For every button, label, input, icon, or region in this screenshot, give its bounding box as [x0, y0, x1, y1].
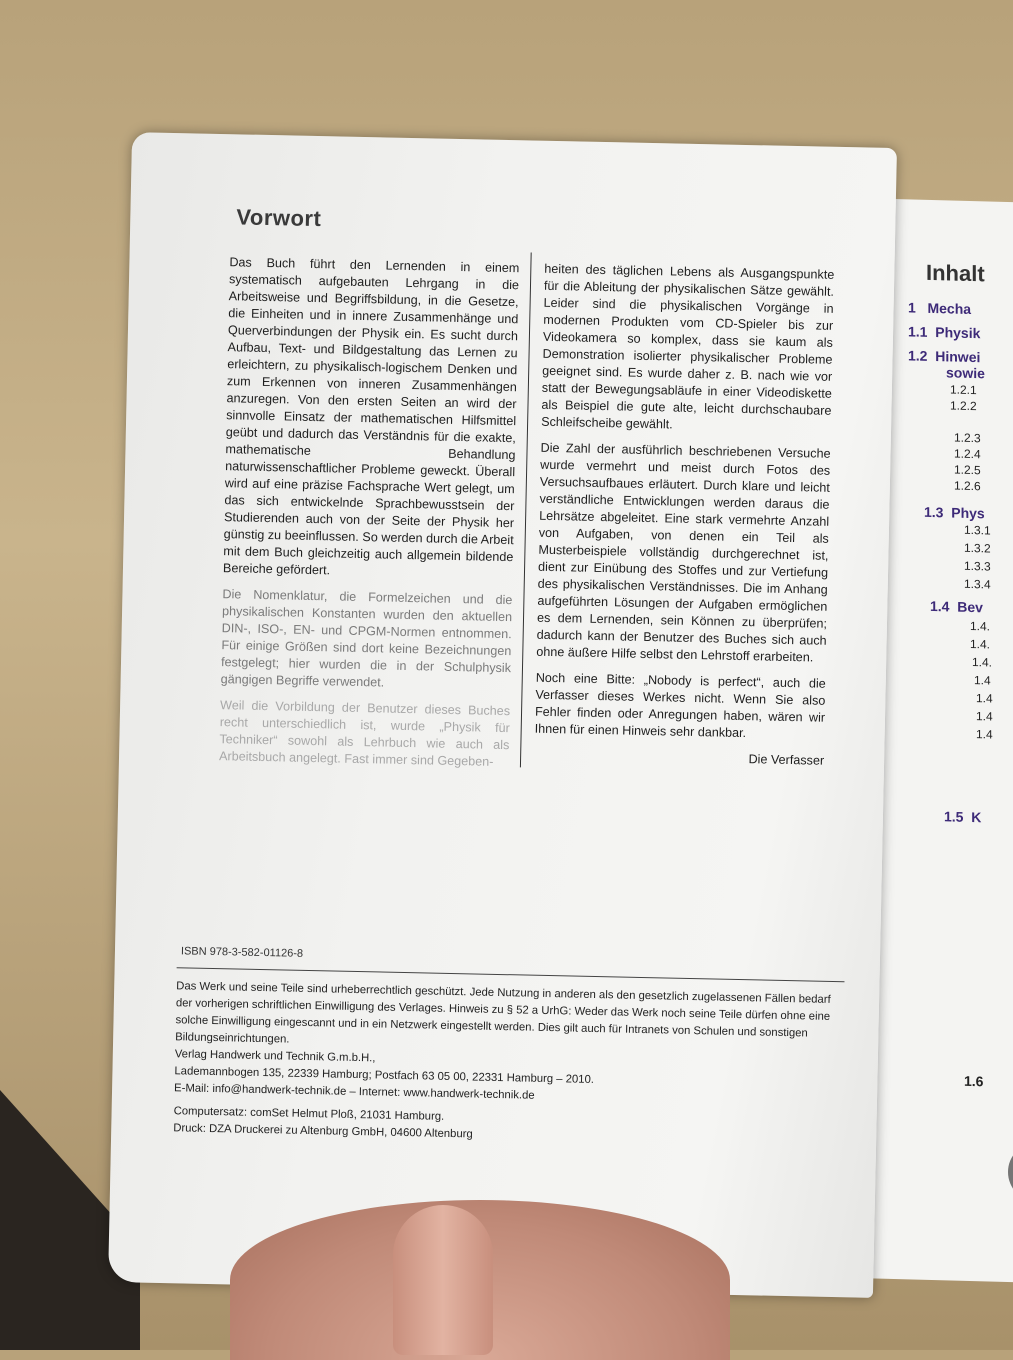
typesetting: Computersatz: comSet Helmut Ploß, 21031 Hamburg.	[173, 1105, 445, 1123]
toc-entry: 1.1 Physik	[908, 323, 981, 342]
toc-entry: 1.3.4	[964, 576, 991, 592]
address: Lademannbogen 135, 22339 Hamburg; Postfach 63 05 00, 22331 Hamburg – 2010.	[174, 1065, 595, 1086]
publisher: Verlag Handwerk und Technik G.m.b.H.,	[174, 1048, 376, 1065]
contact: E-Mail: info@handwerk-technik.de – Internet: www.handwerk-technik.de	[173, 1082, 535, 1102]
toc-entry: 1.4	[976, 727, 993, 742]
toc-entry: 1 Mecha	[908, 299, 972, 317]
toc-entry: 1.4.	[970, 636, 991, 652]
toc-title: Inhalt	[926, 259, 985, 287]
toc-entry: 1.4.	[972, 655, 993, 670]
toc-entry: 1.5 K	[944, 808, 982, 826]
toc-entry: 1.4.	[970, 618, 991, 634]
isbn: ISBN 978-3-582-01126-8	[180, 945, 304, 960]
toc-entry: 1.6	[964, 1072, 984, 1090]
toc-entry: 1.4 Bev	[930, 597, 983, 616]
toc-entry: 1.3.1	[964, 522, 991, 538]
page-shadow	[1008, 1142, 1013, 1204]
toc-entry: 1.2.1	[950, 382, 977, 398]
paragraph: heiten des täglichen Lebens als Ausgangspunkte für die Ableitung der physikalischen Sätze gewählt. Leider sind die physikalischen Vorgänge in modernen Produkten vom CD-Spieler bis zur Videokamera so komplex, dass sie kaum als Demonstration isolierter physikalischer Probleme geeignet sind. Es wurde daher z. B. nach wie vor statt der Bewegungsabläufe in einer Videodiskette als Beispiel die gute alte, leicht durchschaubare Schleifscheibe gewählt.	[541, 261, 835, 432]
paragraph: Noch eine Bitte: „Nobody is perfect“, auch die Verfasser dieses Werkes nicht. Wenn Sie also Fehler finden oder Anregungen haben, wären wir Ihnen für einen Hinweis sehr dankbar.	[534, 670, 826, 741]
toc-entry: 1.2.6	[954, 478, 981, 494]
toc-entry: 1.3.3	[964, 558, 991, 574]
toc-entry: 1.3 Phys	[924, 503, 985, 522]
toc-entry: 1.2.3	[954, 430, 981, 446]
column-divider	[520, 252, 532, 767]
text-column-right	[534, 261, 835, 779]
paragraph: Die Zahl der ausführlich beschriebenen Versuche wurde vermehrt und meist durch Fotos des Versuchsaufbaues erläutert. Durch klare und leicht verständliche Entwicklungen werden daraus die Lehrsätze abgeleitet. Eine stark vermehrte Anzahl von Aufgaben, von denen ein Teil als Musterbeispiele vollständig durchgerechnet ist, dient zur Einübung des Stoffes und zur Vertiefung des physikalischen Verständnisses. Die im Anhang aufgeführten Lösungen der Aufgaben ermöglichen es dem Lernenden, sein Können zu überprüfen; dadurch kann der Benutzer des Buches sich auch ohne äußere Hilfe selbst den Lehrstoff erarbeiten.	[536, 440, 831, 665]
toc-entry: 1.2 Hinwei	[908, 347, 981, 366]
toc-entry: 1.2.4	[954, 446, 981, 462]
toc-entry: 1.4	[974, 673, 991, 688]
toc-entry: 1.2.2	[950, 398, 977, 414]
toc-entry: 1.3.2	[964, 540, 991, 556]
toc-entry: 1.4	[976, 691, 993, 706]
paragraph: Weil die Vorbildung der Benutzer dieses Buches recht unterschiedlich ist, wurde „Physik für Techniker“ sowohl als Lehrbuch wie auch als Arbeitsbuch angelegt. Fast immer sind Gegeben-	[218, 698, 511, 769]
printing: Druck: DZA Druckerei zu Altenburg GmbH, 04600 Altenburg	[173, 1122, 473, 1141]
left-book-page	[108, 132, 897, 1298]
thumb	[393, 1205, 493, 1355]
toc-entry: 1.4	[976, 709, 993, 724]
toc-entry: 1.2.5	[954, 462, 981, 478]
text-column-left	[219, 254, 520, 780]
toc-entry: sowie	[946, 364, 985, 382]
imprint	[173, 978, 848, 1151]
paragraph: Das Buch führt den Lernenden in einem systematisch aufgebauten Lehrgang in die Arbeitsweise und Begriffsbildung, in die Gesetze, die Einheiten und in innere Zusammenhänge und Querverbindungen der Physik ein. Es sucht durch Aufbau, Text- und Bildgestaltung das Lernen zu erleichtern, zu physikalisch-logischem Denken und zum Erkennen von inneren Zusammenhängen anzuregen. Von den ersten Seiten an wird der sinnvolle Einsatz der mathematischen Hilfsmittel geübt und dadurch das Verständnis für die exakte, mathematische Behandlung naturwissenschaftlicher Probleme geweckt. Überall wird auf eine präzise Fachsprache Wert gelegt, um das sich entwickelnde Sprachbewusstsein der Studierenden auch von der Seite der Physik her günstig zu beeinflussen. So werden durch die Arbeit mit dem Buch gleichzeitig auch allgemein bildende Bereiche gefördert.	[222, 255, 520, 578]
page-title: Vorwort	[236, 204, 322, 232]
copyright-notice: Das Werk und seine Teile sind urheberrechtlich geschützt. Jede Nutzung in anderen als den gesetzlich zugelassenen Fällen bedarf der vorherigen schriftlichen Einwilligung des Verlages. Hinweis zu § 52 a UrhG: Weder das Werk noch seine Teile dürfen ohne eine solche Einwilligung eingescannt und in ein Netzwerk eingestellt werden. Dies gilt auch für Intranets von Schulen und sonstigen Bildungseinrichtungen.	[175, 980, 831, 1046]
paragraph: Die Nomenklatur, die Formelzeichen und die physikalischen Konstanten wurden den aktuellen DIN-, ISO-, EN- und CPGM-Normen entnommen. Für einige Größen sind dort keine Bezeichnungen festgelegt; hier wurden die in der Schulphysik gängigen Begriffe verwendet.	[220, 587, 513, 690]
signature: Die Verfasser	[748, 752, 825, 768]
